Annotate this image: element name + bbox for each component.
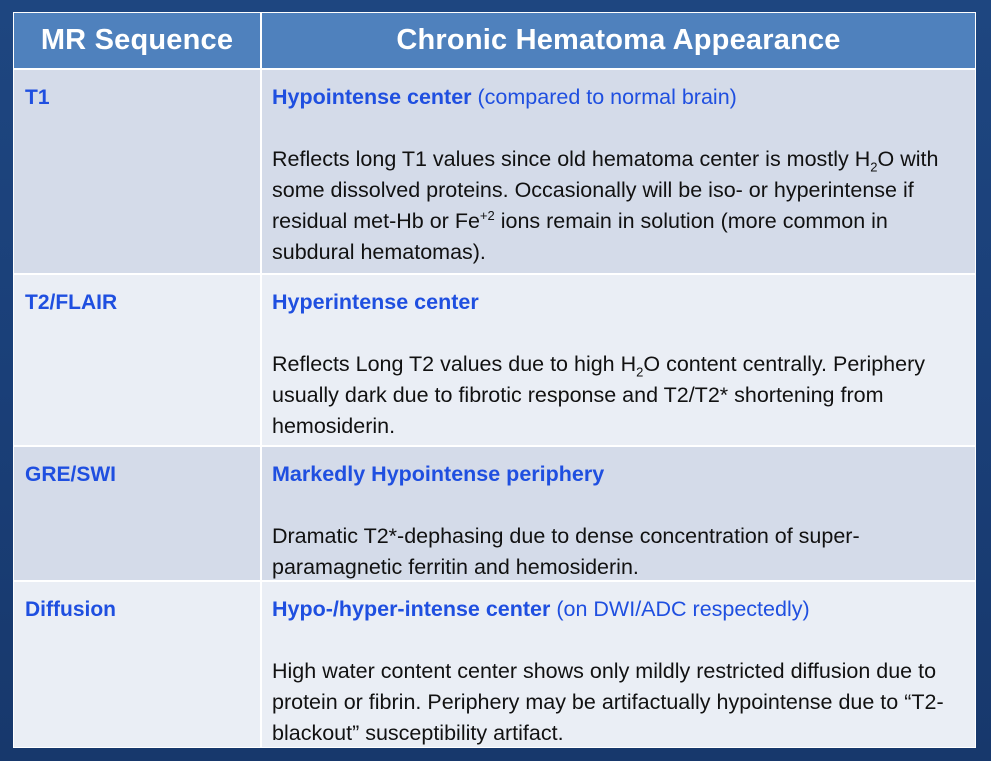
row-diffusion-appearance [262,582,975,747]
row-greswi-appearance [262,447,975,580]
row-t2flair-appearance [262,275,975,445]
row-t1-heading-note: (compared to normal brain) [471,85,737,109]
hematoma-table [13,12,976,748]
header-mr-sequence: MR Sequence [14,13,260,68]
row-diffusion-heading-bold: Hypo-/hyper-intense center [272,597,551,621]
row-diffusion-sequence: Diffusion [14,582,260,747]
row-t1-desc-part3: ions remain in solution (more common in subdural hematomas). [272,209,888,264]
row-greswi-heading [272,459,965,490]
row-diffusion-heading-note: (on DWI/ADC respectedly) [550,597,810,621]
row-diffusion-heading [272,594,965,625]
row-greswi-description: Dramatic T2*-dephasing due to dense concentration of super-paramagnetic ferritin and hemosiderin. [272,524,860,579]
row-t1-desc-sub: 2 [870,159,878,175]
row-greswi-heading-bold: Markedly Hypointense periphery [272,462,605,486]
row-t2flair-heading-bold: Hyperintense center [272,290,479,314]
row-t1-heading-bold: Hypointense center [272,85,472,109]
row-t2flair-desc-part2: O content centrally. Periphery usually dark due to fibrotic response and T2/T2* shortening from hemosiderin. [272,352,925,438]
row-t1-desc-part2: O with some dissolved proteins. Occasionally will be iso- or hyperintense if residual met-Hb or Fe [272,147,939,233]
header-chronic-hematoma-appearance: Chronic Hematoma Appearance [262,13,975,68]
row-t1-appearance [262,70,975,273]
row-t2flair-desc-part1: Reflects Long T2 values due to high H [272,352,637,376]
row-t1-desc-sup: +2 [479,207,495,223]
row-diffusion-description: High water content center shows only mildly restricted diffusion due to protein or fibrin. Periphery may be artifactually hypointense due to “T2-blackout” susceptibility artifact. [272,659,944,745]
row-t2flair-desc-sub: 2 [636,364,644,380]
row-t2flair-heading [272,287,965,318]
row-t1-description [272,144,965,268]
row-t1-heading [272,82,965,113]
row-t2flair-description [272,349,965,442]
row-greswi-sequence: GRE/SWI [14,447,260,580]
row-t1-desc-part1: Reflects long T1 values since old hematoma center is mostly H [272,147,871,171]
row-t2flair-sequence: T2/FLAIR [14,275,260,445]
row-t1-sequence: T1 [14,70,260,273]
